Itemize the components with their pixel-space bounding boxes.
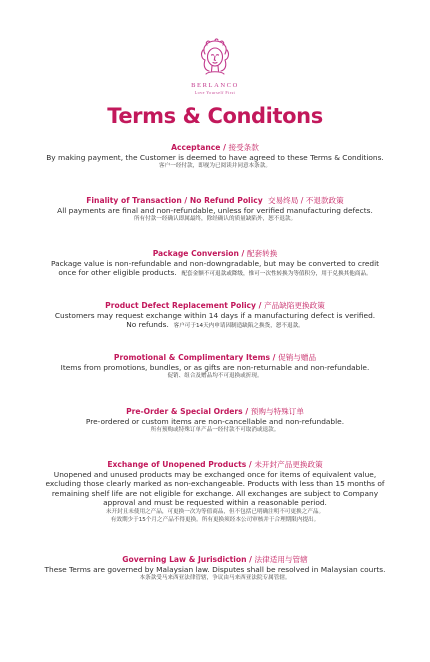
heading-cn: 未开封产品更换政策 (254, 460, 323, 469)
brand-tagline: Love Yourself First (194, 90, 236, 95)
body-cn: 本条款受马来西亚法律管辖，争议由马来西亚法院专属管辖。 (139, 575, 291, 582)
body-en-line-1: Customers may request exchange within 14 days if a manufacturing defect is verified. (54, 311, 376, 320)
body-cn: 所有付款一经确认即属最终，除经确认的质量缺陷外，恕不退款。 (133, 216, 297, 223)
body-cn: 促销、组合及赠品均不可退换或折现。 (167, 373, 263, 380)
heading-cn: 促销与赠品 (278, 353, 317, 362)
body-en-line-1: Package value is non-refundable and non-downgradable, but may be converted to credit (50, 259, 380, 268)
body-en-line-3: remaining shelf life are not eligible for exchange. All exchanges are subject to Company (51, 488, 379, 498)
heading-cn: 法律适用与管辖 (254, 555, 308, 564)
section-heading: Exchange of Unopened Products / 未开封产品更换政策 (107, 460, 323, 469)
brand-name: BERLANCO (191, 82, 239, 89)
body-en-line-2 (0, 320, 430, 331)
heading-en: Finality of Transaction / No Refund Policy (86, 196, 263, 205)
section-product-defect (0, 301, 430, 332)
body-cn: 配套金额不可退款或降级，惟可一次性转换为等值积分，用于兑换其他商品。 (181, 271, 372, 278)
heading-cn: 交易终局 / 不退款政策 (268, 196, 344, 205)
body-en-line-4: approval and must be requested within a reasonable period. (103, 498, 327, 508)
body-en-line-1: Unopened and unused products may be exchanged once for items of equivalent value, (53, 470, 377, 479)
body-en: All payments are final and non-refundable, unless for verified manufacturing defects. (57, 206, 373, 215)
heading-cn: 预购与特殊订单 (250, 407, 304, 416)
heading-en: Package Conversion (152, 249, 239, 258)
heading-cn: 配套转换 (246, 249, 278, 258)
section-unopened-exchange (0, 460, 430, 524)
heading-cn: 产品缺陷更换政策 (264, 301, 325, 310)
section-promotional (0, 353, 430, 381)
section-heading: Acceptance / 接受条款 (171, 143, 259, 152)
section-heading: Product Defect Replacement Policy / 产品缺陷更换政策 (105, 301, 325, 310)
body-cn-line-2: 有效期少于15个月之产品不得更换。所有更换须经本公司审核并于合理期限内提出。 (110, 517, 320, 524)
section-heading: Pre-Order & Special Orders / 预购与特殊订单 (126, 407, 304, 416)
brand-logo (0, 38, 430, 95)
section-package-conversion (0, 249, 430, 280)
body-en-text: once for other eligible products. (58, 268, 177, 278)
heading-cn: 接受条款 (228, 143, 259, 152)
body-en: These Terms are governed by Malaysian law. Disputes shall be resolved in Malaysian courts. (44, 565, 386, 574)
body-cn: 客户一经付款，即视为已阅读并同意本条款。 (159, 163, 271, 170)
body-en-line-2: excluding those clearly marked as non-exchangeable. Products with less than 15 months of (45, 479, 385, 489)
body-en-line-2 (0, 268, 430, 279)
heading-en: Exchange of Unopened Products (107, 460, 247, 469)
section-governing-law (0, 555, 430, 583)
heading-en: Acceptance (171, 143, 221, 152)
body-en-text: No refunds. (126, 320, 169, 330)
body-cn: 所有预购或特殊订单产品一经付款不可取消或退款。 (150, 427, 280, 434)
heading-en: Product Defect Replacement Policy (105, 301, 256, 310)
section-pre-order (0, 407, 430, 435)
section-heading: Promotional & Complimentary Items / 促销与赠品 (113, 353, 317, 362)
heading-en: Governing Law & Jurisdiction (122, 555, 247, 564)
heading-en: Pre-Order & Special Orders (126, 407, 243, 416)
body-cn: 客户可于14天内申请因制造缺陷之换货，恕不退款。 (173, 323, 304, 330)
body-cn-line-1: 未开封且未使用之产品，可更换一次为等值商品，但不包括已明确注明不可更换之产品。 (105, 508, 325, 515)
section-heading: Package Conversion / 配套转换 (152, 249, 278, 258)
section-finality (0, 196, 430, 224)
body-en: By making payment, the Customer is deemed to have agreed to these Terms & Conditions. (46, 153, 384, 162)
heading-en: Promotional & Complimentary Items (113, 353, 271, 362)
section-heading (0, 196, 430, 206)
page-title: Terms & Conditons (107, 104, 323, 128)
section-heading: Governing Law & Jurisdiction / 法律适用与管辖 (122, 555, 308, 564)
section-acceptance (0, 143, 430, 171)
goddess-face-icon (195, 38, 235, 80)
body-en: Pre-ordered or custom items are non-cancellable and non-refundable. (85, 417, 345, 426)
body-en: Items from promotions, bundles, or as gifts are non-returnable and non-refundable. (60, 363, 370, 372)
